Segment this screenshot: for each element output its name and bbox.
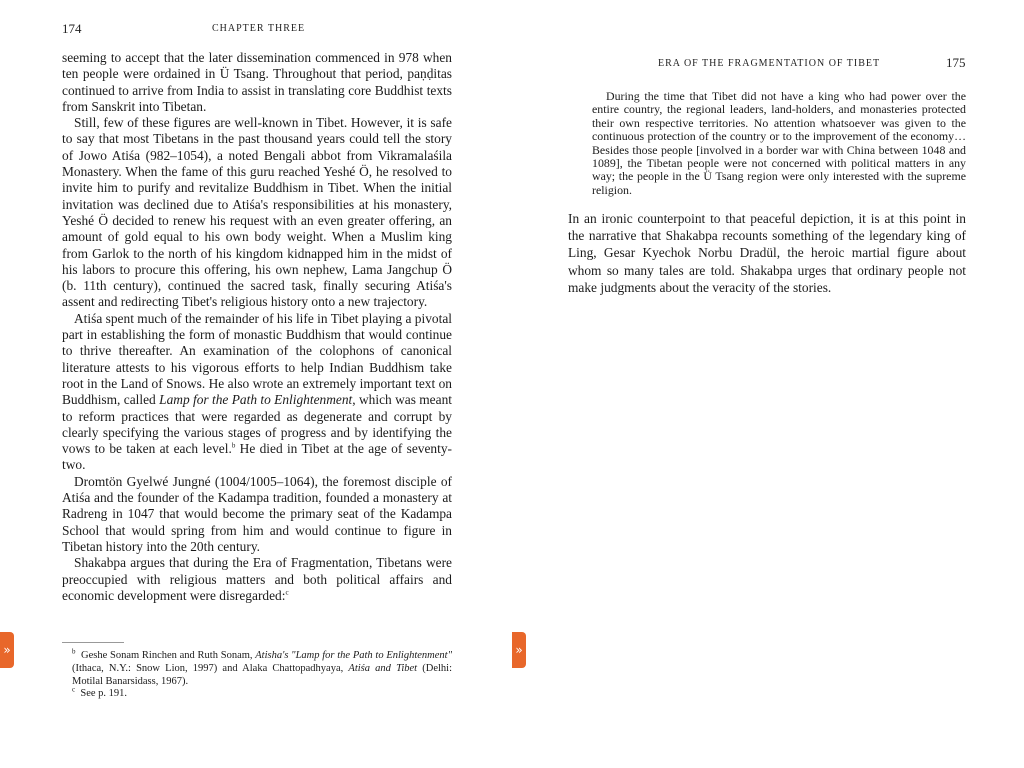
footnote-divider (62, 642, 124, 643)
footnote-marker: b (231, 441, 236, 450)
paragraph: Still, few of these figures are well-known in Tibet. However, it is safe to say that most Tibetans in the past thousand years could tell the story of Jowo Atiśa (982–1054), a noted Bengali abbot from Vikramalaśila Monastery. When the fame of this guru reached Yeshé Ö, he resolved to invite him to purify and revitalize Buddhism in Tibet. When the initial invitation was declined due to Atiśa's responsibilities at his monastery, Yeshé Ö decided to renew his request with an even greater offering, an amount of gold equal to his own body weight. When a Muslim king from Garlok to the north of his kingdom kidnapped him in the midst of his labors to procure this offering, his own nephew, Lama Jangchup Ö (b. 11th century), continued the sacred task, finally securing Atiśa's assent and redirecting Tibet's religious history onto a new trajectory. (62, 115, 452, 310)
running-head: ERA OF THE FRAGMENTATION OF TIBET (658, 58, 881, 69)
footnote: $^c$ See p. 191. (72, 685, 128, 700)
page-number: 175 (946, 55, 966, 70)
paragraph: Atiśa spent much of the remainder of his life in Tibet playing a pivotal part in establishing the form of monastic Buddhism that would continue to thrive thereafter. An examination of the colophons of canonical literature attests to his vigorous efforts to help Indian Buddhism take root in the Land of Snows. He also wrote an extremely important text on Buddhism, called Lamp for the Path to Enlightenment, which was meant to reform practices that were regarded as degenerate and corrupt by clearly specifying the various stages of progress and by identifying the vows to be taken at each level.$^b$ He died in Tibet at the age of seventy-two. (62, 310, 452, 473)
body-text (62, 50, 452, 604)
footnote-marker: c (285, 588, 289, 597)
paragraph: Shakabpa argues that during the Era of Fragmentation, Tibetans were preoccupied with religious matters and both political affairs and economic development were disregarded:$^c$ (62, 555, 452, 603)
paragraph: Dromtön Gyelwé Jungné (1004/1005–1064), the foremost disciple of Atiśa and the founder of the Kadampa tradition, founded a monastery at Radreng in 1047 that would become the primary seat of the Kadampa School that would spring from him and would continue to figure in Tibetan history into the 20th century. (62, 473, 452, 554)
next-page-button[interactable] (512, 632, 526, 668)
book-title: Lamp for the Path to Enlightenment (159, 392, 353, 408)
block-quote (592, 90, 966, 197)
footnotes (62, 647, 452, 701)
paragraph: In an ironic counterpoint to that peaceful depiction, it is at this point in the narrative that Shakabpa recounts something of the legendary king of Ling, Gesar Kyechok Norbu Dradül, the heroic martial figure about whom so many tales are told. Shakabpa urges that ordinary people not make judgments about the veracity of the stories. (568, 211, 966, 295)
right-page (512, 0, 1024, 768)
page-number: 174 (62, 21, 82, 36)
double-chevron-right-icon: » (3, 643, 11, 657)
next-page-button[interactable] (0, 632, 14, 668)
double-chevron-right-icon: » (515, 643, 523, 657)
footnote: $^b$ Geshe Sonam Rinchen and Ruth Sonam, Atisha's "Lamp for the Path to Enlightenment" (Ithaca, N.Y.: Snow Lion, 1997) and Alaka Chattopadhyaya, Atiśa and Tibet (Delhi: Motilal Banarsidass, 1967). (72, 647, 452, 687)
running-head: CHAPTER THREE (212, 23, 306, 34)
body-text (568, 210, 966, 296)
quote-paragraph: During the time that Tibet did not have a king who had power over the entire country, the regional leaders, land-holders, and monasteries protected their own respective territories. No attention whatsoever was given to the continuous protection of the country or to the improvement of the economy…Besides those people [involved in a border war with China between 1048 and 1089], the Tibetan people were not concerned with political matters in any way; the people in the Ü Tsang region were only interested with the supreme religion. (592, 89, 966, 197)
paragraph: seeming to accept that the later dissemination commenced in 978 when ten people were ordained in Ü Tsang. Throughout that period, paṇḍitas continued to arrive from India to assist in translating core Buddhist texts from Sanskrit into Tibetan. (62, 50, 452, 114)
